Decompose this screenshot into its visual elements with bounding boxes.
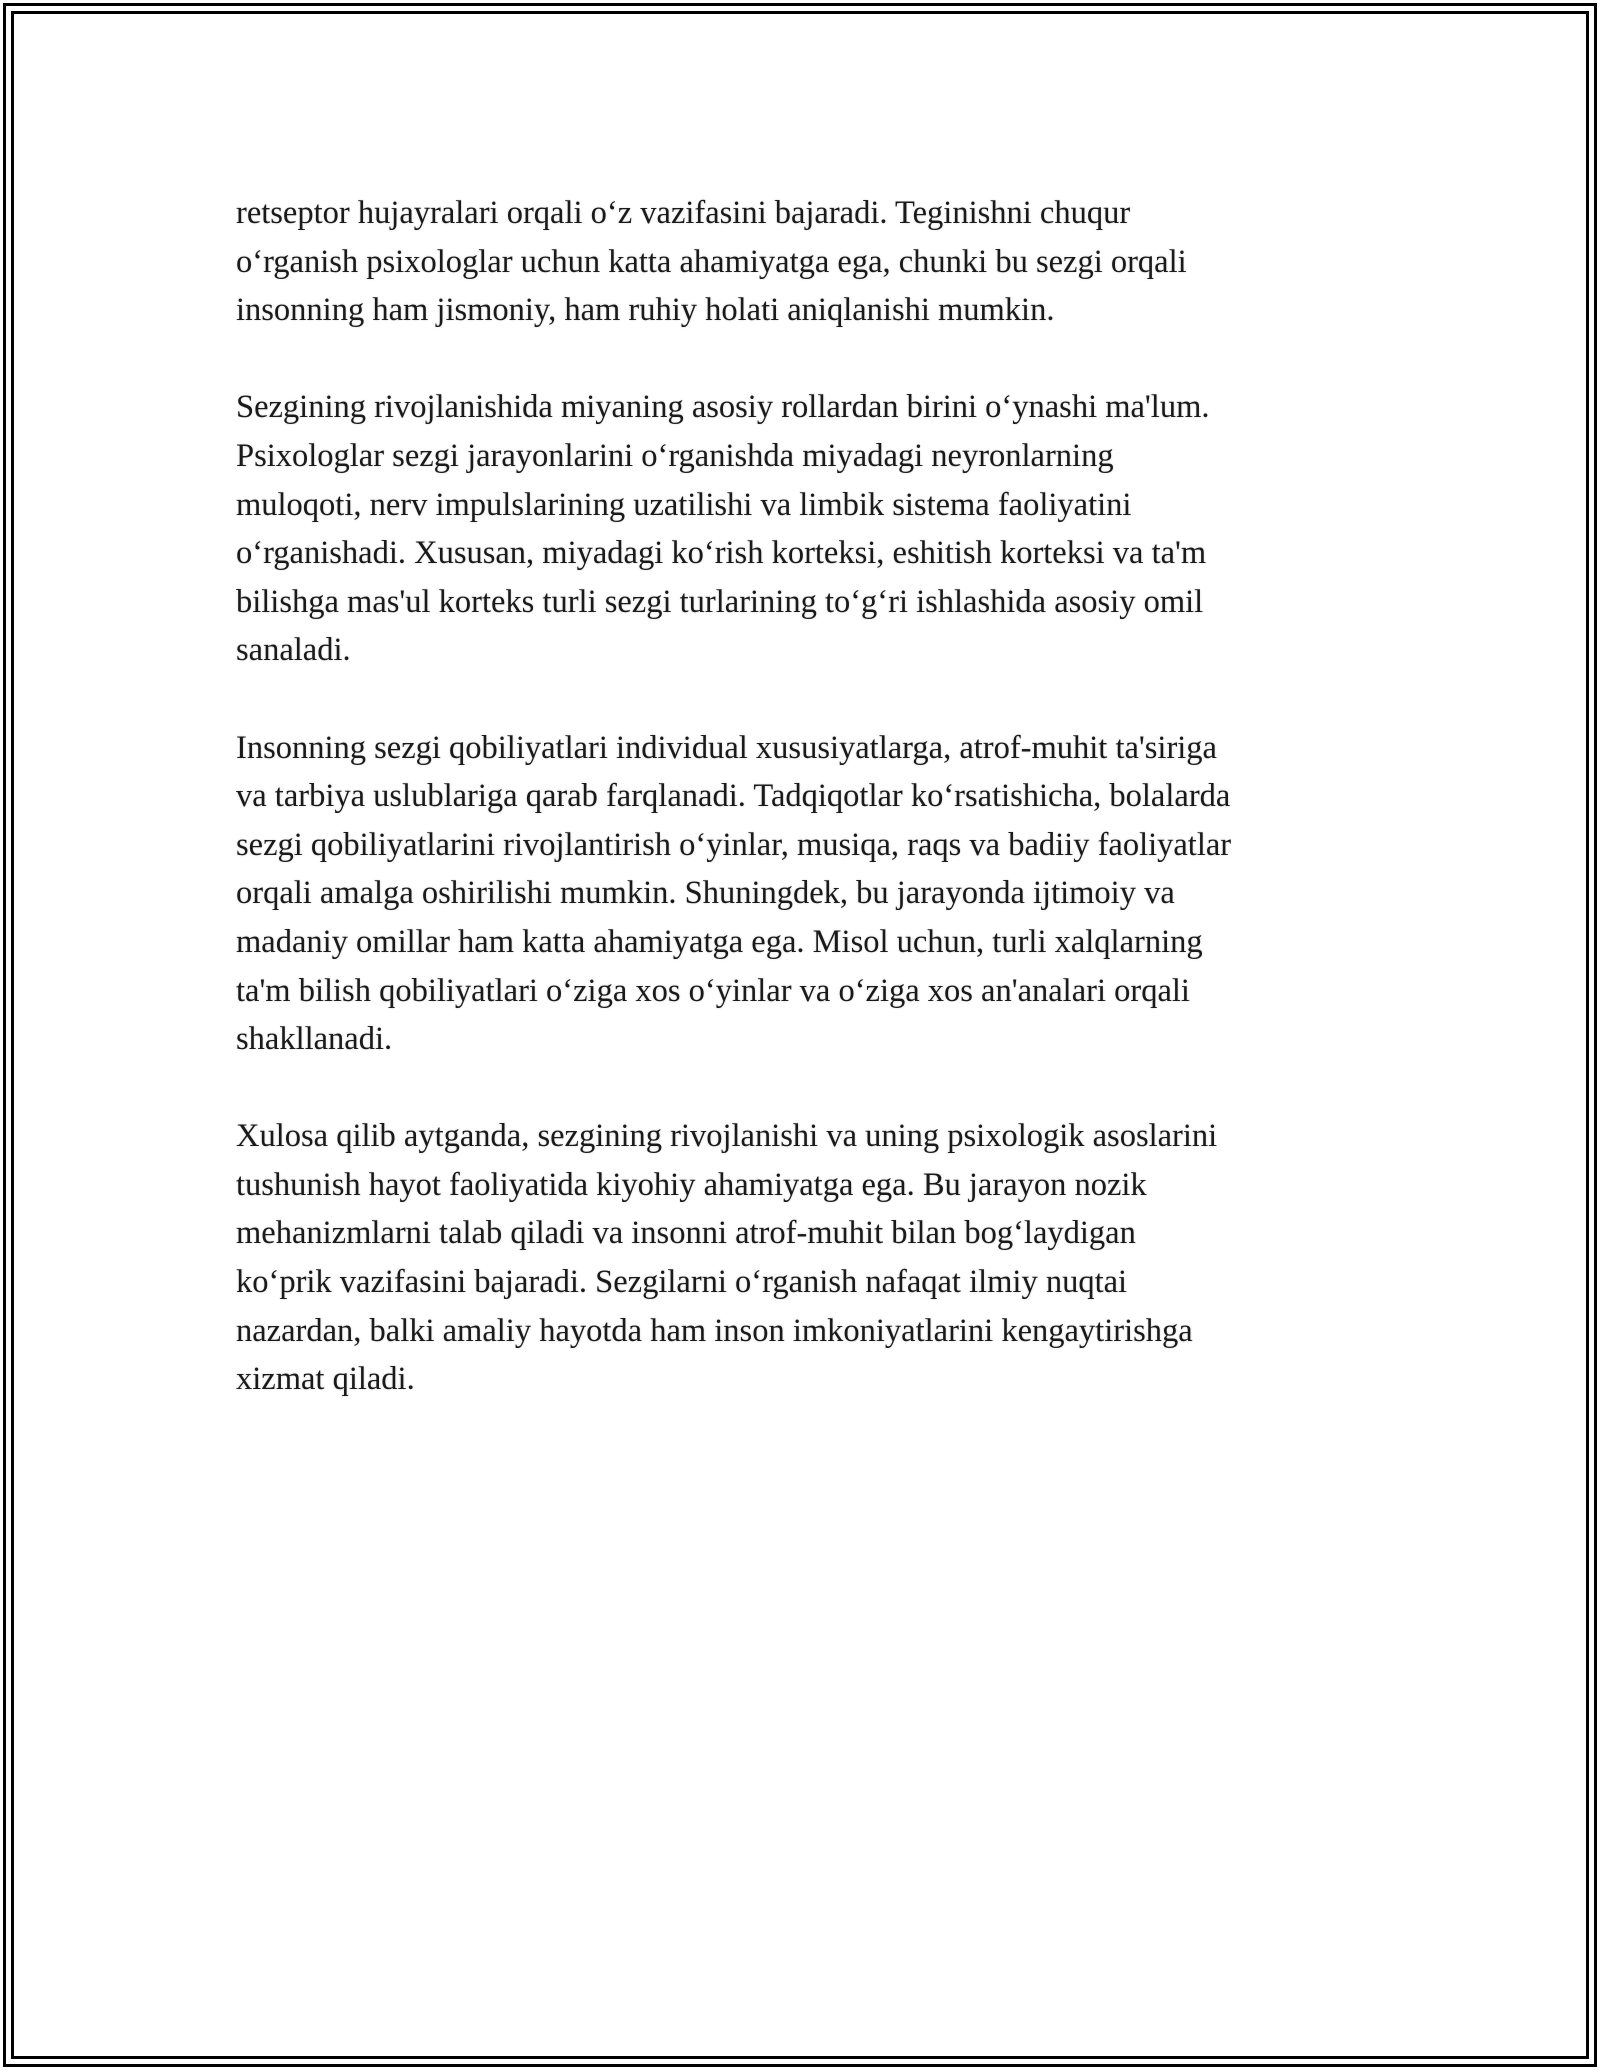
text-line: Insonning sezgi qobiliyatlari individual xususiyatlarga, atrof-muhit ta'siriga xyxy=(236,729,1217,766)
text-line: tushunish hayot faoliyatida kiyohiy ahamiyatga ega. Bu jarayon nozik xyxy=(236,1166,1147,1203)
text-line: o‘rganishadi. Xususan, miyadagi ko‘rish korteksi, eshitish korteksi va ta'm xyxy=(236,535,1207,572)
text-line: nazardan, balki amaliy hayotda ham inson imkoniyatlarini kengaytirishga xyxy=(236,1312,1193,1349)
text-line: bilishga mas'ul korteks turli sezgi turlarining to‘g‘ri ishlashida asosiy omil xyxy=(236,583,1204,620)
document-body xyxy=(236,189,1366,1452)
paragraph-1 xyxy=(236,189,1366,335)
text-line: Psixologlar sezgi jarayonlarini o‘rganishda miyadagi neyronlarning xyxy=(236,437,1114,474)
text-line: ko‘prik vazifasini bajaradi. Sezgilarni o‘rganish nafaqat ilmiy nuqtai xyxy=(236,1264,1128,1301)
text-line: sezgi qobiliyatlarini rivojlantirish o‘yinlar, musiqa, raqs va badiiy faoliyatlar xyxy=(236,826,1232,863)
text-line: shakllanadi. xyxy=(236,1021,393,1058)
text-line: mehanizmlarni talab qiladi va insonni atrof-muhit bilan bog‘laydigan xyxy=(236,1215,1136,1252)
text-line: insonning ham jismoniy, ham ruhiy holati aniqlanishi mumkin. xyxy=(236,292,1055,329)
text-line: Sezgining rivojlanishida miyaning asosiy rollardan birini o‘ynashi ma'lum. xyxy=(236,389,1210,426)
text-line: ta'm bilish qobiliyatlari o‘ziga xos o‘yinlar va o‘ziga xos an'analari orqali xyxy=(236,972,1190,1009)
text-line: madaniy omillar ham katta ahamiyatga ega. Misol uchun, turli xalqlarning xyxy=(236,923,1203,960)
text-line: retseptor hujayralari orqali o‘z vazifasini bajaradi. Teginishni chuqur xyxy=(236,195,1131,231)
text-line: xizmat qiladi. xyxy=(236,1361,415,1398)
paragraph-3 xyxy=(236,724,1366,1064)
text-line: sanaladi. xyxy=(236,632,351,669)
text-line: va tarbiya uslublariga qarab farqlanadi. Tadqiqotlar ko‘rsatishicha, bolalarda xyxy=(236,778,1231,815)
text-line: o‘rganish psixologlar uchun katta ahamiyatga ega, chunki bu sezgi orqali xyxy=(236,243,1187,280)
text-line: Xulosa qilib aytganda, sezgining rivojlanishi va uning psixologik asoslarini xyxy=(236,1118,1218,1155)
paragraph-2 xyxy=(236,383,1366,675)
paragraph-4 xyxy=(236,1112,1366,1404)
text-line: muloqoti, nerv impulslarining uzatilishi va limbik sistema faoliyatini xyxy=(236,486,1132,523)
text-line: orqali amalga oshirilishi mumkin. Shuningdek, bu jarayonda ijtimoiy va xyxy=(236,875,1175,912)
